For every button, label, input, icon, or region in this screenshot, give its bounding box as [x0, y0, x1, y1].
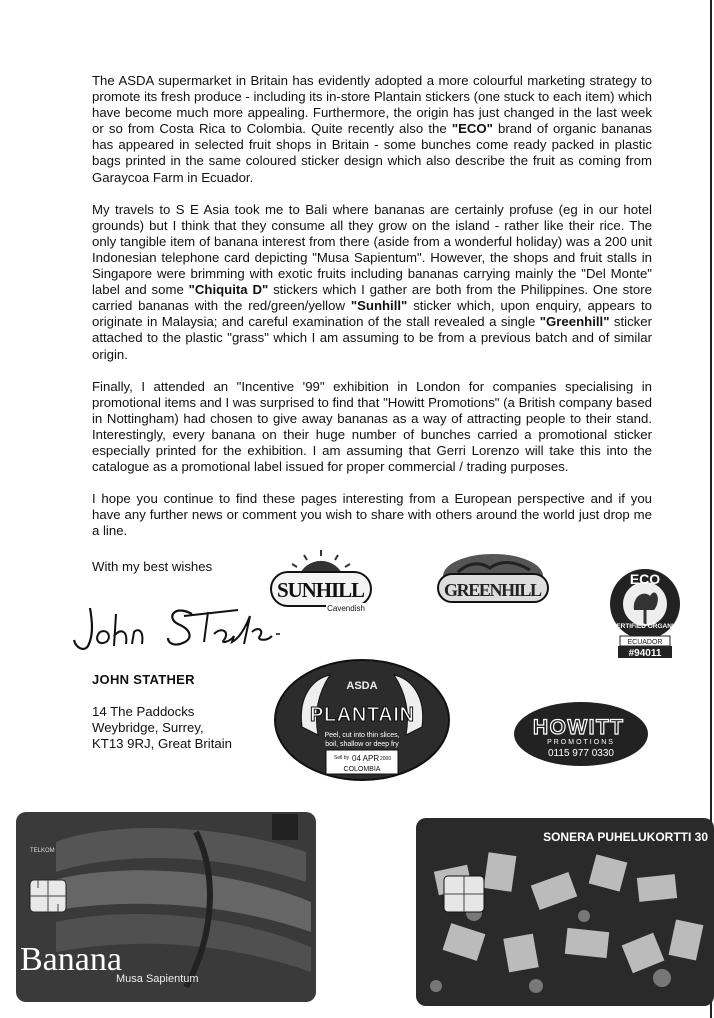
eco-sticker	[604, 566, 686, 660]
phonecard-banana	[16, 812, 316, 1002]
phonecard-sonera	[416, 818, 714, 1006]
eco-country: ECUADOR	[627, 639, 663, 646]
paragraph-exhibition: Finally, I attended an "Incentive '99" exhibition in London for companies specialising in promotional items and I was surprised to find that "Howitt Promotions" (a British company based in Nottingham) had chosen to give away bananas as a way of attracting people to their stand. Interestingly, every banana on their huge number of bunches carried a promotional sticker especially printed for the exhibition. I am assuming that Gerri Lorenzo will take this into the catalogue as a promotional label issued for proper commercial / trading purposes.	[92, 378, 652, 475]
howitt-sticker	[512, 700, 650, 768]
card-right-title: SONERA PUHELUKORTTI 30	[543, 830, 708, 844]
brand-name-bold: "Greenhill"	[539, 314, 610, 330]
card-left-title: Banana	[20, 941, 122, 978]
plantain-store: ASDA	[346, 680, 378, 692]
plantain-origin: COLOMBIA	[343, 766, 381, 773]
eco-ring-text: CERTIFIED ORGANIC	[611, 623, 679, 630]
address-line: 14 The Paddocks	[92, 704, 195, 719]
paragraph-text: sticker attached to the plastic "grass" which I am assuming to be from a previous batch and of similar origin.	[92, 314, 653, 362]
paragraph-text: The ASDA supermarket in Britain has evidently adopted a more colourful marketing strategy to promote its fresh produce - including its in-store Plantain stickers (one stuck to each item) which have become much more appealing. Furthermore, the origin has just changed in the last week or so from Costa Rica to Colombia. Quite recently also the	[92, 73, 652, 137]
signature-image	[70, 596, 295, 658]
howitt-name: HOWITT	[533, 716, 623, 739]
plantain-product: PLANTAIN	[310, 704, 414, 726]
address-line: Weybridge, Surrey,	[92, 720, 204, 736]
eco-code: #94011	[628, 648, 662, 659]
howitt-sub: PROMOTIONS	[547, 739, 615, 746]
brand-name-bold: "Sunhill"	[350, 298, 408, 314]
paragraph-text: My travels to S E Asia took me to Bali where bananas are certainly profuse (eg in our hotel grounds) but I think that they consume all they grow on the island - rather like their rice. The only tangible item of banana interest from there (aside from a wonderful holiday) was a 200 unit Indonesian telephone card depicting "Musa Sapientum". However, the shops and fruit stalls in Singapore were brimming with exotic fruits including bananas carrying mainly the "Del Monte" label and some	[92, 201, 652, 298]
paragraph-asda	[92, 73, 652, 186]
plantain-instruction-2: boil, shallow or deep fry	[325, 741, 399, 748]
eco-brand: ECO	[629, 571, 661, 587]
sunhill-brand: SUNHILL	[277, 578, 365, 602]
greenhill-sticker	[434, 552, 552, 610]
card-left-corner: TELKOM	[30, 848, 55, 854]
howitt-phone: 0115 977 0330	[548, 748, 614, 759]
paragraph-text: brand of organic bananas has appeared in selected fruit shops in Britain - some bunches come ready packed in plastic bags printed in the same coloured sticker design which also describe the fruit as coming from Garaycoa Farm in Ecuador.	[92, 121, 652, 185]
closing-line: With my best wishes	[92, 559, 213, 574]
address-line: KT13 9RJ, Great Britain	[92, 736, 232, 752]
paragraph-text: sticker which, upon enquiry, appears to originate in Malaysia; and careful examination of the stall revealed a single	[92, 298, 652, 330]
card-left-subtitle: Musa Sapientum	[116, 973, 199, 985]
paragraph-asia	[92, 202, 652, 363]
paragraph-text: stickers which I gather are both from the Philippines. One store carried bananas with the red/green/yellow	[92, 282, 652, 314]
letter-body	[92, 73, 652, 555]
plantain-sticker	[272, 657, 452, 783]
address-block	[92, 704, 232, 753]
signer-name: JOHN STATHER	[92, 672, 195, 687]
sunhill-variety: Cavendish	[327, 604, 365, 613]
paragraph-closing-note: I hope you continue to find these pages interesting from a European perspective and if you have any further news or comment you wish to share with others around the world just drop me a line.	[92, 491, 652, 539]
plantain-date: 04 APR	[352, 754, 380, 763]
sunhill-sticker	[268, 548, 374, 616]
brand-name-bold: "Chiquita D"	[188, 282, 269, 298]
greenhill-brand: GREENHILL	[444, 580, 542, 600]
brand-name-bold: "ECO"	[451, 121, 493, 137]
plantain-sell-label: Sell by	[334, 755, 350, 761]
plantain-year: 2000	[380, 756, 392, 762]
plantain-instruction-1: Peel, cut into thin slices,	[324, 732, 400, 739]
